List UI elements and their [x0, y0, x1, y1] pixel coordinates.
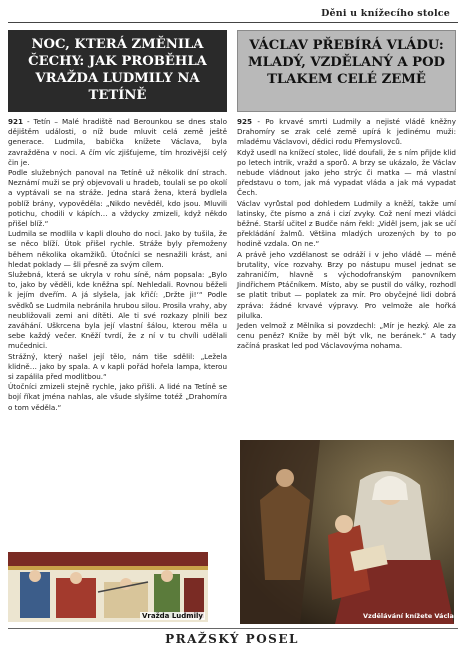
article-paragraph: A právě jeho vzdělanost se odráží i v jeho vládě — méně brutality, více rozvahy. Brzy po nástupu musel jednat se zahraničím, hlavně s východofranským panovníkem Jindřichem Ptáčníkem. Místo, aby se pustil do války, rozhodl se platit tribut — poplatek za mír. Pro obyčejné lidi dobrá zpráva: žádné krvavé výpravy. Pro velmože ale hořká pilulka.: [237, 249, 456, 320]
article-title-vaclav: VÁCLAV PŘEBÍRÁ VLÁDU: MLADÝ, VZDĚLANÝ A POD TLAKEM CELÉ ZEMĚ: [237, 30, 456, 112]
article-paragraph: 921 - Tetín – Malé hradiště nad Berounkou se dnes stalo dějištěm události, o níž bude mluvit celá země ještě generace. Ludmila, babička knížete Václava, byla zavražděna v noci. A čím víc zjišťujeme, tím hrozivější celý čin je.: [8, 117, 227, 167]
article-year: 921: [8, 117, 24, 126]
image-caption-vaclav: Vzdělávání knížete Václava: [363, 612, 463, 620]
article-paragraph: Jeden velmož z Mělníka si povzdechl: „Mír je hezký. Ale za cenu peněz? Kníže by měl být vlk, ne beránek.“ A tady začíná praskat led pod Václavovýma nohama.: [237, 321, 456, 351]
image-caption-ludmila: Vražda Ludmily: [142, 612, 203, 620]
painting-image: [240, 440, 454, 624]
article-body-vaclav: [237, 117, 456, 352]
article-paragraph: Strážný, který našel její tělo, nám tiše sdělil: „Ležela klidně… jako by spala. A v kapli pořád hořela lampa, kterou si zapálila před modlitbou.“: [8, 351, 227, 382]
vaclav-education-painting: [240, 440, 454, 624]
article-paragraph: Podle služebných panoval na Tetíně už několik dní strach. Neznámí muži se prý objevovali u hradeb, toulali se po okolí a vyptávali se na stráže. Jedna stará žena, která bydlela poblíž brány, vypověděla: „Nikdo nevěděl, kdo jsou. Mluvili potichu, chodili v kápích… a vždycky zmizeli, když někdo přišel blíž.“: [8, 168, 227, 229]
article-ludmila: [8, 30, 227, 413]
header-divider: [8, 22, 458, 23]
article-paragraph: Útočníci zmizeli stejně rychle, jako přišli. A lidé na Tetíně se bojí říkat jména nahlas, ale všude slyšíme totéž „Drahomíra o tom věděla.“: [8, 382, 227, 412]
article-title-ludmila: NOC, KTERÁ ZMĚNILA ČECHY: JAK PROBĚHLA VRAŽDA LUDMILY NA TETÍNĚ: [8, 30, 227, 112]
article-year: 925: [237, 117, 253, 126]
article-paragraph: 925 - Po krvavé smrti Ludmily a nejisté vládě kněžny Drahomíry se zrak celé země upírá k jedinému muži: mladému Václavovi, dědici rodu Přemyslovců.: [237, 117, 456, 147]
article-paragraph: Václav vyrůstal pod dohledem Ludmily a kněží, takže umí latinsky, čte písmo a zná i cizí zvyky. Což není mezi vládci běžné. Starší učitel z Budče nám řekl: „Viděl jsem, jak se učí překládání žalmů. Většina mladých urozených by to po hodině vzdala. On ne.“: [237, 198, 456, 249]
article-body-ludmila: [8, 117, 227, 413]
section-header: Děni u knížecího stolce: [321, 8, 450, 19]
newspaper-masthead: PRAŽSKÝ POSEL: [165, 632, 299, 646]
article-vaclav: [237, 30, 456, 352]
article-paragraph: Když usedl na knížecí stolec, lidé doufali, že s ním přijde klid po letech intrik, vražd a sporů. A brzy se ukázalo, že Václav nebude vládnout jako jeho strýc či matka — má vlastní představu o tom, jak má vypadat vláda a jak má vypadat Čech.: [237, 147, 456, 198]
article-paragraph: Služebná, která se ukryla v rohu síně, nám popsala: „Bylo to, jako by věděli, kde kněžna spí. Nehledali. Rovnou běželi k jejím dveřím. A já slyšela, jak křičí: ‚Držte ji!‘“ Podle svědků se Ludmila nebránila hrubou silou. Prosila vrahy, aby neubližovali zemi ani dítěti. Ale ti své rozkazy plnili bez zaváhání. Uškrcena byla její vlastní šálou, kterou měla u sebe každý večer. Kněží tvrdí, že z ní v tu chvíli udělali mučednici.: [8, 270, 227, 351]
footer-divider: [8, 628, 458, 629]
article-paragraph: Ludmila se modlila v kapli dlouho do noci. Jako by tušila, že se něco blíží. Útok přišel rychle. Stráže byly přemoženy během několika okamžiků. Útočníci se nesnažili krást, ani hledat poklady — šli přesně za svým cílem.: [8, 229, 227, 269]
